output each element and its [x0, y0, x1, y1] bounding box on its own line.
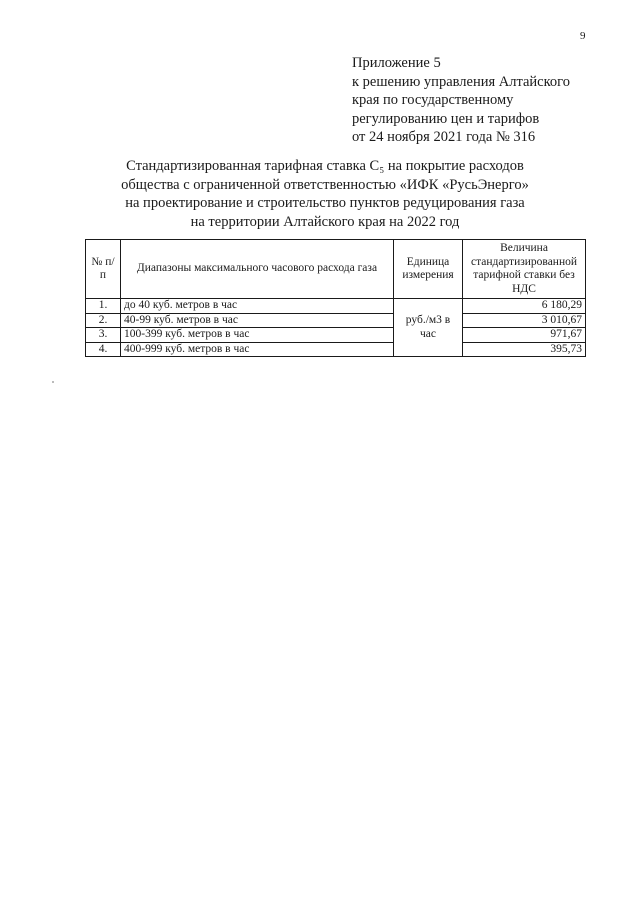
header-unit: Единица измерения: [394, 240, 463, 299]
appendix-line: регулированию цен и тарифов: [352, 110, 540, 127]
page-number: 9: [580, 30, 586, 42]
row-num: 1.: [86, 299, 121, 314]
row-value: 6 180,29: [463, 299, 586, 314]
row-range: до 40 куб. метров в час: [121, 299, 394, 314]
table-row: [86, 313, 586, 328]
row-num: 2.: [86, 313, 121, 328]
title-line: на территории Алтайского края на 2022 год: [190, 213, 460, 230]
header-range: Диапазоны максимального часового расхода газа: [121, 240, 394, 299]
row-range: 400-999 куб. метров в час: [121, 342, 394, 357]
appendix-header: [352, 54, 570, 147]
table-header-row: [86, 240, 586, 299]
row-value: 395,73: [463, 342, 586, 357]
table-row: [86, 328, 586, 343]
row-value: 971,67: [463, 328, 586, 343]
tariff-table: [85, 239, 586, 357]
unit-cell: руб./м3 в час: [394, 299, 463, 357]
appendix-line: к решению управления Алтайского: [352, 73, 571, 90]
appendix-line: Приложение 5: [352, 55, 441, 71]
header-num: № п/п: [86, 240, 121, 299]
row-value: 3 010,67: [463, 313, 586, 328]
title-line: Стандартизированная тарифная ставка С₅ на покрытие расходов: [126, 158, 524, 174]
title-line: на проектирование и строительство пунктов редуцирования газа: [125, 195, 525, 211]
scan-mark: [52, 381, 54, 383]
title-line: общества с ограниченной ответственностью «ИФК «РусьЭнерго»: [121, 176, 529, 193]
table-row: [86, 299, 586, 314]
document-title: [60, 157, 590, 231]
appendix-line: от 24 ноября 2021 года № 316: [352, 129, 536, 145]
appendix-line: края по государственному: [352, 92, 514, 108]
header-value: Величина стандартизированной тарифной ставки без НДС: [463, 240, 586, 299]
row-num: 4.: [86, 342, 121, 357]
row-range: 40-99 куб. метров в час: [121, 313, 394, 328]
table-row: [86, 342, 586, 357]
row-num: 3.: [86, 328, 121, 343]
row-range: 100-399 куб. метров в час: [121, 328, 394, 343]
